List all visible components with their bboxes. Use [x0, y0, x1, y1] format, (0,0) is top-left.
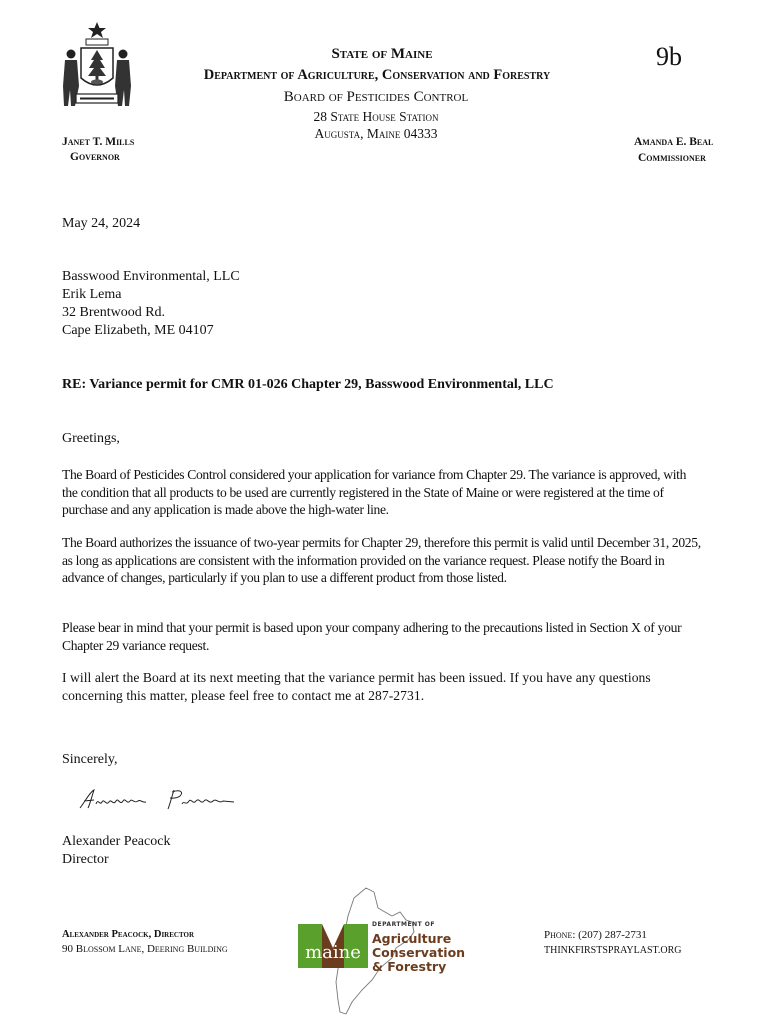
subject-line: RE: Variance permit for CMR 01-026 Chapter 29, Basswood Environmental, LLC [62, 377, 554, 392]
logo-maine: maine [305, 942, 361, 963]
signature [76, 786, 246, 814]
logo-agriculture: Agriculture [372, 931, 452, 946]
header-board: Board of Pesticides Control [283, 89, 469, 105]
greeting: Greetings, [62, 431, 120, 446]
dacf-logo [296, 886, 466, 1018]
commissioner-name: Amanda E. Beal [634, 136, 714, 148]
logo-forestry: & Forestry [372, 959, 447, 974]
footer-phone: Phone: (207) 287-2731 [544, 929, 647, 941]
footer-website: THINKFIRSTSPRAYLAST.ORG [544, 945, 682, 956]
paragraph-2: The Board authorizes the issuance of two-year permits for Chapter 29, therefore this permit is valid until December 31, 2025, as long as applications are consistent with the information provided on the variance request. Please notify the Board in advance of changes, particularly if you plan to use a different product from those listed. [62, 535, 701, 585]
closing: Sincerely, [62, 752, 118, 767]
governor-name: Janet T. Mills [62, 136, 135, 148]
paragraph-1: The Board of Pesticides Control considered your application for variance from Chapter 29. The variance is approved, with the condition that all products to be used are currently registered in the State of Maine or were registered at the time of purchase and any application is made above the high-water line. [62, 467, 687, 517]
footer-director: Alexander Peacock, Director [62, 929, 195, 940]
logo-conservation: Conservation [372, 945, 466, 960]
recipient-block [62, 268, 240, 340]
header-address-2: Augusta, Maine 04333 [314, 126, 438, 141]
signer-title: Director [62, 852, 109, 867]
recipient-line: Basswood Environmental, LLC [62, 269, 240, 284]
header-address-1: 28 State House Station [313, 109, 439, 124]
governor-title: Governor [70, 151, 120, 163]
recipient-line: 32 Brentwood Rd. [62, 305, 166, 320]
header-department: Department of Agriculture, Conservation and Forestry [203, 67, 551, 83]
paragraph-4: I will alert the Board at its next meeting that the variance permit has been issued. If you have any questions concerning this matter, please feel free to contact me at 287-2731. [62, 670, 651, 703]
recipient-line: Cape Elizabeth, ME 04107 [62, 323, 214, 338]
logo-dept-of: DEPARTMENT OF [372, 921, 435, 928]
paragraph-3: Please bear in mind that your permit is based upon your company adhering to the precautions listed in Section X of your Chapter 29 variance request. [62, 620, 682, 653]
commissioner-title: Commissioner [638, 152, 706, 164]
recipient-line: Erik Lema [62, 287, 122, 302]
letter-date: May 24, 2024 [62, 216, 141, 231]
page-tag: 9b [656, 42, 682, 71]
footer-address: 90 Blossom Lane, Deering Building [62, 943, 228, 955]
header-state: State of Maine [331, 46, 433, 62]
signer-name: Alexander Peacock [62, 834, 171, 849]
